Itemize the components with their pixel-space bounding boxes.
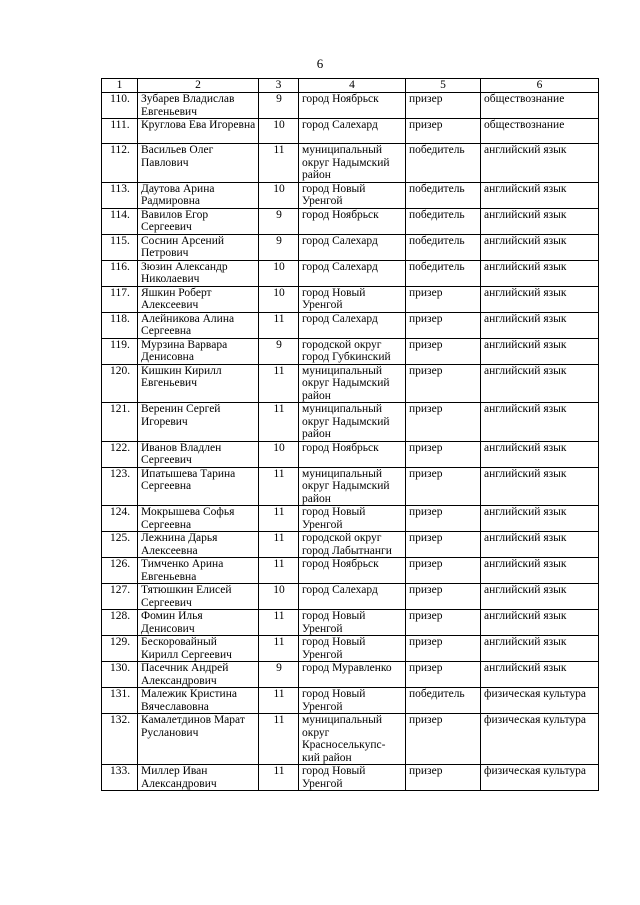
- table-row: [102, 364, 599, 403]
- grade: 9: [259, 93, 299, 119]
- subject: английский язык: [481, 662, 599, 688]
- grade: 11: [259, 765, 299, 791]
- table-row: [102, 441, 599, 467]
- municipality: муниципальный округ Надымский район: [299, 467, 406, 506]
- participant-name: Лежнина Дарья Алексеевна: [138, 532, 259, 558]
- table-row: [102, 208, 599, 234]
- row-number: 120.: [102, 364, 138, 403]
- row-number: 133.: [102, 765, 138, 791]
- grade: 11: [259, 714, 299, 765]
- municipality: город Салехард: [299, 312, 406, 338]
- municipality: городской округ город Губкинский: [299, 338, 406, 364]
- participant-name: Фомин Илья Денисович: [138, 610, 259, 636]
- subject: английский язык: [481, 441, 599, 467]
- participant-name: Малежик Кристина Вячеславовна: [138, 688, 259, 714]
- subject: английский язык: [481, 610, 599, 636]
- subject: обществознание: [481, 93, 599, 119]
- result-status: призер: [406, 403, 481, 442]
- result-status: призер: [406, 636, 481, 662]
- subject: английский язык: [481, 532, 599, 558]
- grade: 9: [259, 234, 299, 260]
- header-col-4: 4: [299, 79, 406, 93]
- grade: 10: [259, 119, 299, 144]
- result-status: призер: [406, 338, 481, 364]
- table-row: [102, 93, 599, 119]
- municipality: муниципальный округ Надымский район: [299, 144, 406, 183]
- subject: физическая культура: [481, 714, 599, 765]
- subject: английский язык: [481, 506, 599, 532]
- municipality: город Ноябрьск: [299, 558, 406, 584]
- result-status: победитель: [406, 234, 481, 260]
- result-status: призер: [406, 506, 481, 532]
- table-row: [102, 558, 599, 584]
- subject: английский язык: [481, 338, 599, 364]
- table-row: [102, 312, 599, 338]
- subject: английский язык: [481, 286, 599, 312]
- subject: английский язык: [481, 403, 599, 442]
- municipality: муниципальный округ Надымский район: [299, 403, 406, 442]
- table-row: [102, 636, 599, 662]
- participant-name: Тятюшкин Елисей Сергеевич: [138, 584, 259, 610]
- grade: 10: [259, 260, 299, 286]
- municipality: город Салехард: [299, 119, 406, 144]
- row-number: 124.: [102, 506, 138, 532]
- participant-name: Яшкин Роберт Алексеевич: [138, 286, 259, 312]
- row-number: 122.: [102, 441, 138, 467]
- row-number: 118.: [102, 312, 138, 338]
- row-number: 131.: [102, 688, 138, 714]
- result-status: победитель: [406, 144, 481, 183]
- header-col-5: 5: [406, 79, 481, 93]
- municipality: город Салехард: [299, 260, 406, 286]
- table-row: [102, 338, 599, 364]
- row-number: 129.: [102, 636, 138, 662]
- table-row: [102, 467, 599, 506]
- result-status: призер: [406, 119, 481, 144]
- participant-name: Миллер Иван Александрович: [138, 765, 259, 791]
- participant-name: Ипатышева Тарина Сергеевна: [138, 467, 259, 506]
- grade: 11: [259, 312, 299, 338]
- row-number: 114.: [102, 208, 138, 234]
- table-row: [102, 234, 599, 260]
- table-row: [102, 286, 599, 312]
- grade: 11: [259, 532, 299, 558]
- table-row: [102, 119, 599, 144]
- participant-name: Зюзин Александр Николаевич: [138, 260, 259, 286]
- result-status: призер: [406, 662, 481, 688]
- row-number: 123.: [102, 467, 138, 506]
- table-row: [102, 144, 599, 183]
- participant-name: Камалетдинов Марат Русланович: [138, 714, 259, 765]
- municipality: город Новый Уренгой: [299, 610, 406, 636]
- table-row: [102, 610, 599, 636]
- header-row: [102, 79, 599, 93]
- row-number: 130.: [102, 662, 138, 688]
- participant-name: Зубарев Владислав Евгеньевич: [138, 93, 259, 119]
- grade: 11: [259, 506, 299, 532]
- table-row: [102, 260, 599, 286]
- subject: английский язык: [481, 312, 599, 338]
- participant-name: Бескоровайный Кирилл Сергеевич: [138, 636, 259, 662]
- grade: 9: [259, 662, 299, 688]
- result-status: призер: [406, 610, 481, 636]
- participant-name: Веренин Сергей Игоревич: [138, 403, 259, 442]
- result-status: призер: [406, 765, 481, 791]
- subject: английский язык: [481, 364, 599, 403]
- row-number: 113.: [102, 182, 138, 208]
- grade: 10: [259, 182, 299, 208]
- table-row: [102, 714, 599, 765]
- result-status: призер: [406, 312, 481, 338]
- header-col-1: 1: [102, 79, 138, 93]
- municipality: город Салехард: [299, 584, 406, 610]
- result-status: призер: [406, 467, 481, 506]
- header-col-3: 3: [259, 79, 299, 93]
- grade: 11: [259, 144, 299, 183]
- table-row: [102, 403, 599, 442]
- municipality: город Новый Уренгой: [299, 688, 406, 714]
- grade: 11: [259, 364, 299, 403]
- municipality: муниципальный округ Надымский район: [299, 364, 406, 403]
- table-row: [102, 532, 599, 558]
- grade: 11: [259, 558, 299, 584]
- participant-name: Вавилов Егор Сергеевич: [138, 208, 259, 234]
- row-number: 126.: [102, 558, 138, 584]
- grade: 11: [259, 610, 299, 636]
- municipality: муниципальный округ Красноселькупс-кий район: [299, 714, 406, 765]
- municipality: город Новый Уренгой: [299, 286, 406, 312]
- row-number: 121.: [102, 403, 138, 442]
- result-status: победитель: [406, 182, 481, 208]
- subject: английский язык: [481, 182, 599, 208]
- grade: 11: [259, 636, 299, 662]
- municipality: город Новый Уренгой: [299, 636, 406, 662]
- table-row: [102, 662, 599, 688]
- participant-name: Тимченко Арина Евгеньевна: [138, 558, 259, 584]
- participant-name: Мурзина Варвара Денисовна: [138, 338, 259, 364]
- grade: 9: [259, 338, 299, 364]
- table-row: [102, 688, 599, 714]
- table-row: [102, 584, 599, 610]
- participant-name: Васильев Олег Павлович: [138, 144, 259, 183]
- result-status: призер: [406, 558, 481, 584]
- participant-name: Даутова Арина Радмировна: [138, 182, 259, 208]
- municipality: город Муравленко: [299, 662, 406, 688]
- result-status: призер: [406, 364, 481, 403]
- header-col-2: 2: [138, 79, 259, 93]
- row-number: 127.: [102, 584, 138, 610]
- participant-name: Круглова Ева Игоревна: [138, 119, 259, 144]
- row-number: 125.: [102, 532, 138, 558]
- result-status: призер: [406, 714, 481, 765]
- grade: 9: [259, 208, 299, 234]
- subject: английский язык: [481, 636, 599, 662]
- row-number: 111.: [102, 119, 138, 144]
- participant-name: Алейникова Алина Сергеевна: [138, 312, 259, 338]
- municipality: городской округ город Лабытнанги: [299, 532, 406, 558]
- grade: 11: [259, 688, 299, 714]
- subject: английский язык: [481, 558, 599, 584]
- grade: 10: [259, 286, 299, 312]
- municipality: город Ноябрьск: [299, 208, 406, 234]
- result-status: призер: [406, 584, 481, 610]
- row-number: 119.: [102, 338, 138, 364]
- subject: английский язык: [481, 260, 599, 286]
- subject: физическая культура: [481, 688, 599, 714]
- participant-name: Мокрышева Софья Сергеевна: [138, 506, 259, 532]
- grade: 10: [259, 441, 299, 467]
- row-number: 116.: [102, 260, 138, 286]
- result-status: победитель: [406, 208, 481, 234]
- municipality: город Новый Уренгой: [299, 506, 406, 532]
- row-number: 112.: [102, 144, 138, 183]
- municipality: город Ноябрьск: [299, 441, 406, 467]
- result-status: призер: [406, 441, 481, 467]
- row-number: 117.: [102, 286, 138, 312]
- table-row: [102, 765, 599, 791]
- participant-name: Пасечник Андрей Александрович: [138, 662, 259, 688]
- subject: обществознание: [481, 119, 599, 144]
- subject: английский язык: [481, 208, 599, 234]
- row-number: 110.: [102, 93, 138, 119]
- municipality: город Ноябрьск: [299, 93, 406, 119]
- municipality: город Салехард: [299, 234, 406, 260]
- result-status: победитель: [406, 688, 481, 714]
- subject: английский язык: [481, 584, 599, 610]
- table-row: [102, 506, 599, 532]
- row-number: 132.: [102, 714, 138, 765]
- participant-name: Кишкин Кирилл Евгеньевич: [138, 364, 259, 403]
- table-body: [102, 93, 599, 791]
- page-number: 6: [316, 56, 324, 71]
- grade: 11: [259, 467, 299, 506]
- results-table: [101, 78, 599, 791]
- grade: 11: [259, 403, 299, 442]
- municipality: город Новый Уренгой: [299, 765, 406, 791]
- result-status: победитель: [406, 260, 481, 286]
- subject: английский язык: [481, 234, 599, 260]
- subject: английский язык: [481, 467, 599, 506]
- participant-name: Иванов Владлен Сергеевич: [138, 441, 259, 467]
- grade: 10: [259, 584, 299, 610]
- participant-name: Соснин Арсений Петрович: [138, 234, 259, 260]
- result-status: призер: [406, 532, 481, 558]
- table-row: [102, 182, 599, 208]
- result-status: призер: [406, 286, 481, 312]
- row-number: 115.: [102, 234, 138, 260]
- result-status: призер: [406, 93, 481, 119]
- subject: физическая культура: [481, 765, 599, 791]
- row-number: 128.: [102, 610, 138, 636]
- municipality: город Новый Уренгой: [299, 182, 406, 208]
- subject: английский язык: [481, 144, 599, 183]
- header-col-6: 6: [481, 79, 599, 93]
